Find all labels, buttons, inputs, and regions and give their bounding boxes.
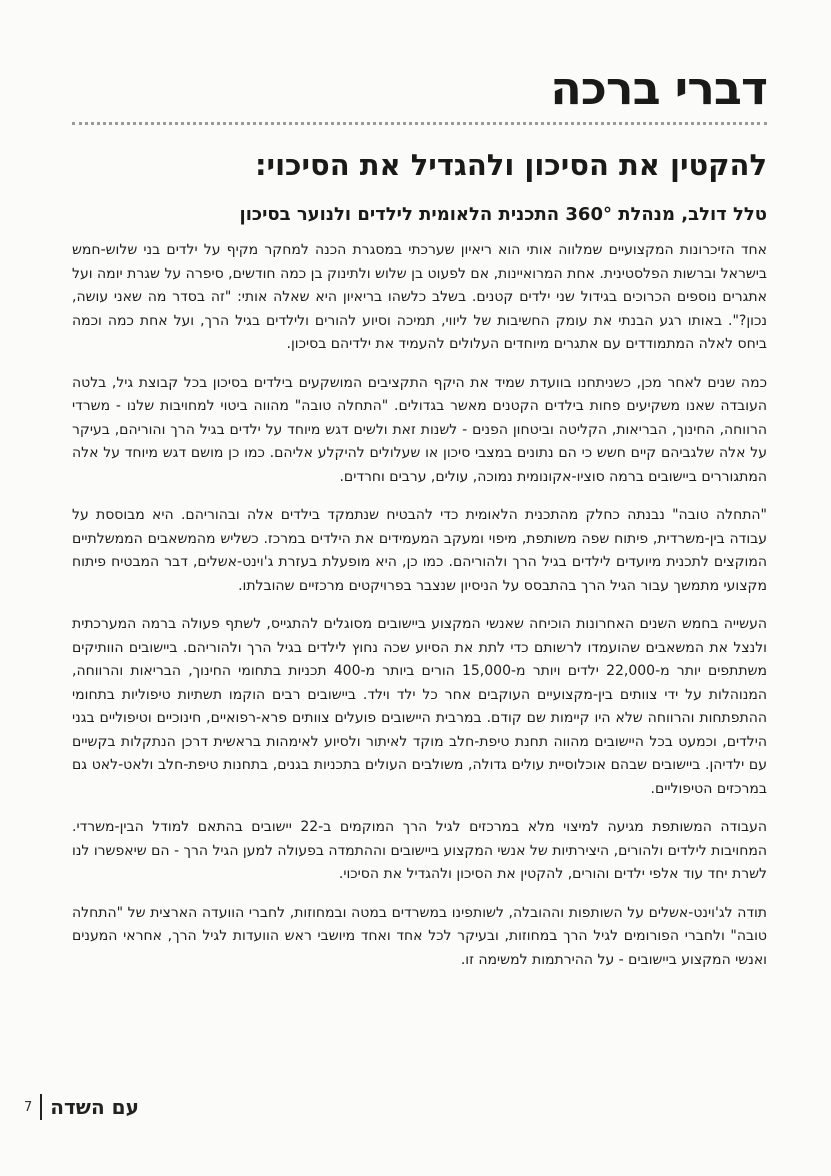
magazine-name: עם השדה [50,1095,139,1119]
paragraph-2: כמה שנים לאחר מכן, כשניתחנו בוועדת שמיד את היקף התקציבים המושקעים בילדים בסיכון בכל קבוצת גיל, בלטה העובדה שאנו משקיעים פחות בילדים הקטנים מאשר בגדולים. "התחלה טובה" מהווה ביטוי למחויבות שלנו - משרדי הרווחה, החינוך, הבריאות, הקליטה וביטחון הפנים - לשנות זאת ולשים דגש מיוחד על ילדים בגיל הרך והוריהם, בעיקר על אלה שלגביהם קיים חשש כי הם נתונים במצבי סיכון או שעלולים להיקלע אליהם. כמו כן מושם דגש מיוחד על אלה המתגוררים ביישובים ברמה סוציו-אקונומית נמוכה, עולים, ערבים וחרדים. [72,374,767,485]
page-number: 7 [24,1099,33,1115]
footer-divider [40,1094,42,1120]
paragraph-1: אחד הזיכרונות המקצועיים שמלווה אותי הוא ריאיון שערכתי במסגרת הכנה למחקר מקיף על ילדים בני שלוש-חמש בישראל וברשות הפלסטינית. אחת המרואיינות, אם לפעוט בן שלוש ולתינוק בן כמה חודשים, סיפרה על שגרת יומה ועל אתגרים נוספים הכרוכים בגידול שני ילדים קטנים. בשלב כלשהו בריאיון היא שאלה אותי: "זה בסדר מה שאני עושה, נכון?". באותו רגע הבנתי את עומק החשיבות של ליווי, תמיכה וסיוע להורים ולילדים בגיל הרך, ועל אחת כמה וכמה ביחס לאלה המתמודדים עם אתגרים מיוחדים העלולים להעמיד את ילדיהם בסיכון. [72,242,767,352]
section-title: דברי ברכה [550,61,767,115]
paragraph-3: "התחלה טובה" נבנתה כחלק מהתכנית הלאומית כדי להבטיח שנתמקד בילדים אלה ובהוריהם. היא מבוססת על עבודה בין-משרדית, פיתוח שפה משותפת, מיפוי ומעקב המעמידים את הילדים במרכז. כשליש מהמשאבים הממשלתיים המוקצים לתכנית מיועדים לילדים בגיל הרך ולהוריהם. כמו כן, היא מופעלת בעזרת ג'וינט-אשלים, דבר המבטיח פיתוח מקצועי מתמשך עבור הגיל הרך בהתבסס על הניסיון שנצבר בפרויקטים מרכזיים שהובלתו. [72,507,767,594]
paragraph-5: העבודה המשותפת מגיעה למיצוי מלא במרכזים לגיל הרך המוקמים ב-22 יישובים בהתאם למודל הבין-משרדי. המחויבות לילדים ולהורים, היצירתיות של אנשי המקצוע ביישובים וההתמדה בפעולה למען הגיל הרך - הם שיאפשרו לנו לשרת יחד עוד אלפי ילדים והורים, להקטין את הסיכון ולהגדיל את הסיכוי. [72,819,767,882]
page-footer [24,1094,139,1120]
paragraph-4: העשייה בחמש השנים האחרונות הוכיחה שאנשי המקצוע ביישובים מסוגלים להתגייס, לשתף פעולה ברמה המערכתית ולנצל את המשאבים שהועמדו לרשותם כדי לתת את הסיוע שכה נחוץ לילדים בגיל הרך ולהוריהם. ביישובים הוותיקים משתתפים יותר מ-22,000 ילדים ויותר מ-15,000 הורים ביותר מ-400 תכניות בתחומי החינוך, הבריאות והרווחה, המנוהלות על ידי צוותים בין-מקצועיים העוקבים אחר כל ילד וילד. ביישובים רבים הוקמו תשתיות טיפוליות בתחומי ההתפתחות והרווחה שלא היו קיימות שם קודם. במרבית היישובים פועלים צוותים פרא-רפואיים, חינוכיים וטיפוליים בגני הילדים, וכמעט בכל היישובים מהווה תחנת טיפת-חלב מוקד לאיתור ולסיוע לאימהות בראשית דרכן הנתקלות בקשיים עם ילדיהן. ביישובים שבהם אוכלוסיית עולים גדולה, משולבים העולים בתכניות בגנים, בתחנות טיפת-חלב ולאט-לאט גם במרכזים הטיפוליים. [72,616,767,797]
article-body [72,239,767,972]
article-byline: טלל דולב, מנהלת 360° התכנית הלאומית לילדים ולנוער בסיכון [239,204,767,225]
article-headline: להקטין את הסיכון ולהגדיל את הסיכוי: [254,148,767,182]
dotted-divider [72,122,767,125]
paragraph-6: תודה לג'וינט-אשלים על השותפות וההובלה, לשותפינו במשרדים במטה ובמחוזות, לחברי הוועדה הארצית של "התחלה טובה" ולחברי הפורומים לגיל הרך במחוזות, ובעיקר לכל אחד ואחד מיושבי ראש הוועדות לגיל הרך, אחראי המענים ואנשי המקצוע ביישובים - על ההירתמות למשימה זו. [72,904,767,968]
